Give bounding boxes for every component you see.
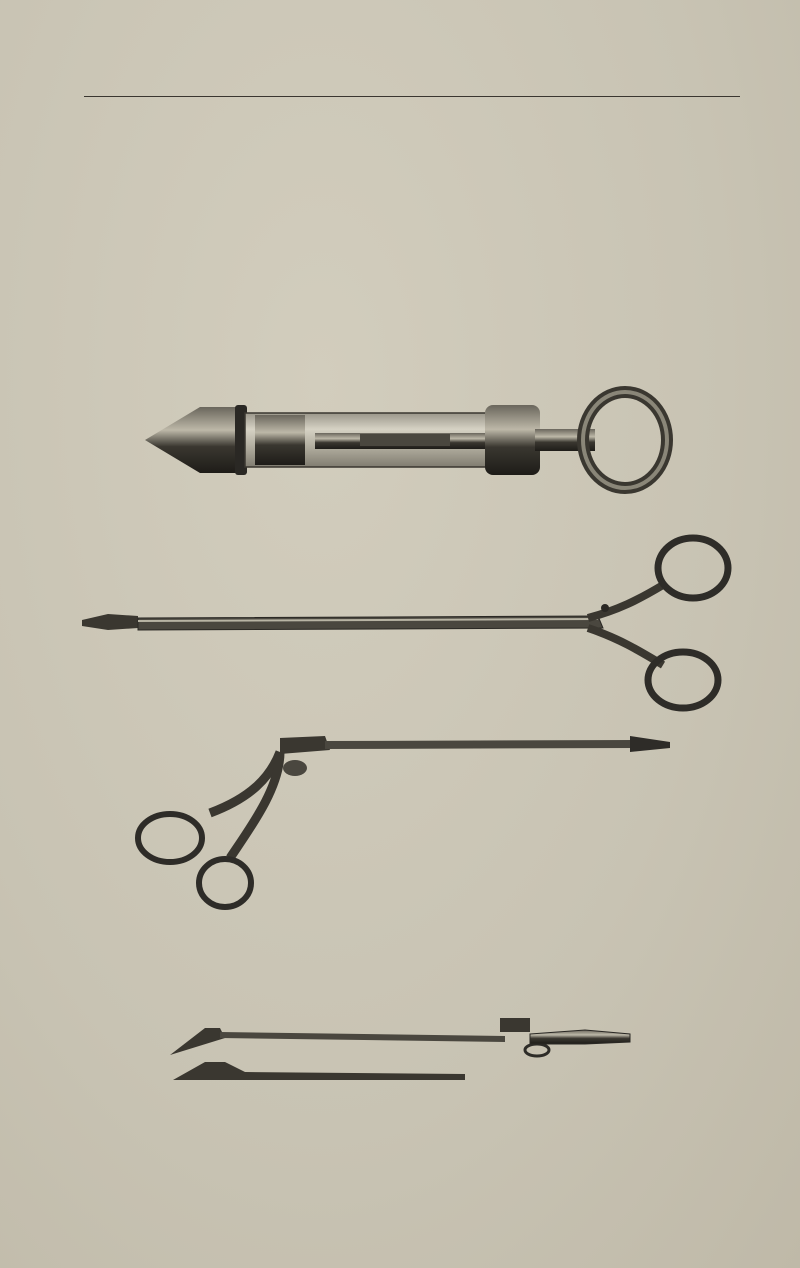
header-rule [84, 96, 740, 97]
running-header [84, 72, 740, 94]
forceps-370-illustration [78, 530, 738, 715]
forceps-380-ring-right [199, 859, 251, 907]
syringe-nozzle [145, 407, 240, 473]
forceps-370-lower-ring [648, 652, 718, 708]
header-center [164, 72, 174, 89]
urethrotome-illustration [165, 1010, 640, 1090]
forceps-380-ring-left [138, 814, 202, 862]
forceps-370-upper-ring [658, 538, 728, 598]
syringe-illustration [140, 385, 680, 495]
forceps-380-illustration [130, 728, 675, 913]
